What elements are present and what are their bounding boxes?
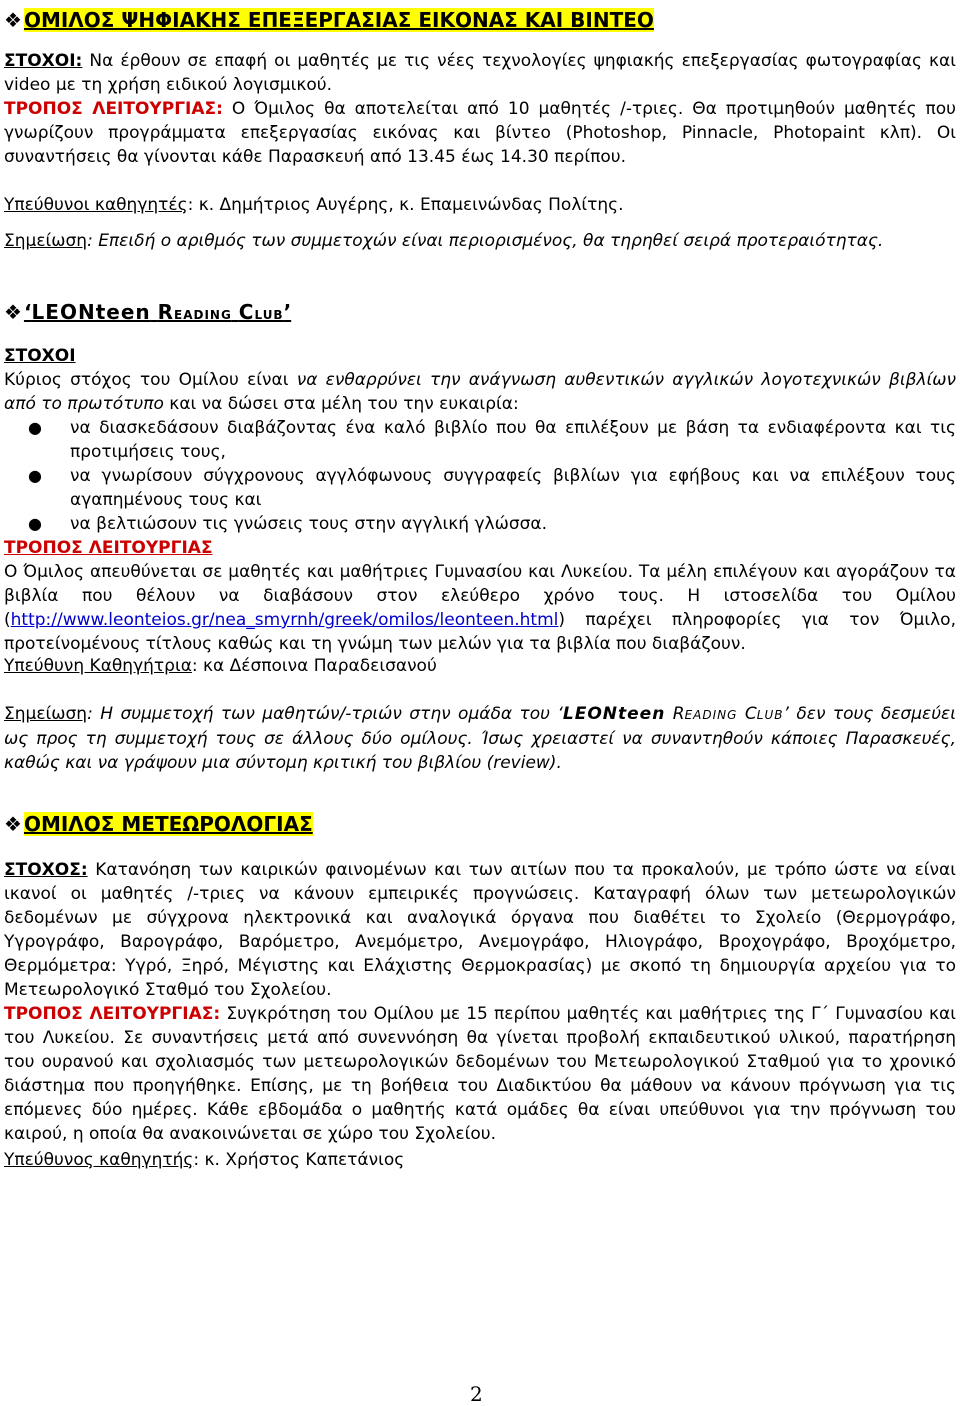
diamond-star-icon: ❖ — [4, 300, 22, 324]
note-label: Σημείωση — [4, 704, 88, 724]
operation-text-b: ) παρέχει πληροφορίες για τον Όμιλο, προτείνομένους τίτλους καθώς και τη γνώμη των μελών για τα βιβλία που διαβάζουν. — [4, 610, 956, 654]
diamond-star-icon: ❖ — [4, 812, 22, 836]
note-text-a: : Η συμμετοχή των μαθητών/-τριών στην ομάδα του ‘ — [87, 704, 563, 724]
operation-label: ΤΡΟΠΟΣ ΛΕΙΤΟΥΡΓΙΑΣ: — [4, 99, 223, 119]
paragraph-operation-3 — [4, 1002, 956, 1146]
paragraph-goals — [4, 49, 956, 97]
goal-label: ΣΤΟΧΟΣ: — [4, 860, 88, 880]
teacher-text: : κα Δέσποινα Παραδεισανού — [191, 656, 437, 676]
operation-text: Συγκρότηση του Ομίλου με 15 περίπου μαθητές και μαθήτριες της Γ΄ Γυμνασίου και του Λυκείου. Σε συναντήσεις μετά από συνεννόηση θα γίνεται προβολή εκπαιδευτικού υλικού, παρατήρηση του ουρανού και σχολιασμός των μετεωρολογικών δεδομένων του Μετεωρολογικού Σταθμού για το χρονικό διάστημα που προηγήθηκε. Επίσης, με τη βοήθεια του Διαδικτύου θα μάθουν να κάνουν πρόγνωση για τις επόμενες δύο ημέρες. Κάθε εβδομάδα ο μαθητής κατά ομάδες θα είναι υπεύθυνοι για την πρόγνωση του καιρού, η οποία θα ανακοινώνεται σε χώρο του Σχολείου. — [4, 1004, 956, 1144]
teacher-text: : κ. Χρήστος Καπετάνιος — [193, 1150, 405, 1170]
heading-lub: LUB — [254, 308, 284, 322]
goals-text: Να έρθουν σε επαφή οι μαθητές με τις νέες τεχνολογίες ψηφιακής επεξεργασίας φωτογραφίας και video με τη χρήση ειδικού λογισμικού. — [4, 51, 956, 95]
note-r: R — [672, 704, 685, 724]
teachers-label: Υπεύθυνοι καθηγητές — [4, 195, 188, 215]
heading-r: R — [157, 300, 174, 324]
bullet-icon: ● — [28, 514, 42, 533]
quote-open: ‘ — [23, 300, 32, 324]
list-item-text: να γνωρίσουν σύγχρονους αγγλόφωνους συγγραφείς βιβλίων για εφήβους και να επιλέξουν τους αγαπημένους τους και — [70, 466, 956, 510]
website-link[interactable]: http://www.leonteios.gr/nea_smyrnh/greek/omilos/leonteen.html — [10, 610, 559, 630]
goals-intro-c: και να δώσει στα μέλη του την ευκαιρία: — [163, 394, 519, 414]
list-item-text: να βελτιώσουν τις γνώσεις τους στην αγγλική γλώσσα. — [70, 514, 547, 534]
diamond-star-icon: ❖ — [4, 8, 22, 32]
paragraph-note — [4, 229, 956, 253]
goals-label: ΣΤΟΧΟΙ — [4, 346, 76, 366]
note-label: Σημείωση — [4, 231, 88, 251]
goal-text: Κατανόηση των καιρικών φαινομένων και των αιτίων που τα προκαλούν, με τρόπο ώστε να είναι ικανοί οι μαθητές /-τριες να κάνουν εμπειρικές προγνώσεις. Καταγραφή όλων των μετεωρολογικών δεδομένων με σύγχρονα ηλεκτρονικά και αναλογικά όργανα που διαθέτει το Σχολείο (Θερμογράφο, Υγρογράφο, Βαρογράφο, Βαρόμετρο, Ανεμόμετρο, Ανεμογράφο, Ηλιογράφο, Βροχογράφο, Βροχόμετρο, Θερμόμετρα: Υγρό, Ξηρό, Μέγιστης και Ελάχιστης Θερμοκρασίας) με σκοπό τη δημιουργία αρχείου για το Μετεωρολογικό Σταθμό του Σχολείου. — [4, 860, 956, 1000]
note-lub: LUB — [756, 708, 784, 722]
list-item — [4, 512, 956, 536]
note-text: : Επειδή ο αριθμός των συμμετοχών είναι περιορισμένος, θα τηρηθεί σειρά προτεραιότητας. — [87, 231, 884, 251]
paragraph-teacher-3 — [4, 1148, 956, 1172]
paragraph-teacher — [4, 654, 956, 678]
note-c: C — [744, 704, 757, 724]
goals-list — [4, 416, 956, 536]
goals-intro-a: Κύριος στόχος του Ομίλου είναι — [4, 370, 297, 390]
teacher-label: Υπεύθυνη Καθηγήτρια — [4, 656, 192, 676]
goals-block — [4, 344, 956, 656]
paragraph-goal-3 — [4, 858, 956, 1002]
heading-eading: EADING — [174, 308, 232, 322]
bullet-icon: ● — [28, 418, 42, 437]
section-meteorology — [4, 810, 956, 838]
goals-intro-b: να ενθαρρύνει την ανάγνωση αυθεντικών αγγλικών λογοτεχνικών βιβλίων από το πρωτότυπο — [4, 370, 956, 414]
operation-text: Ο Όμιλος θα αποτελείται από 10 μαθητές /-τριες. Θα προτιμηθούν μαθητές που γνωρίζουν προγράμματα επεξεργασίας εικόνας και βίντεο (Photoshop, Pinnacle, Photopaint κλπ). Οι συναντήσεις θα γίνονται κάθε Παρασκευή από 13.45 έως 14.30 περίπου. — [4, 99, 956, 167]
section-digital-image — [4, 6, 956, 34]
quote-close: ’ — [283, 300, 292, 324]
list-item — [4, 464, 956, 512]
paragraph-note-2 — [4, 702, 956, 775]
note-eading: EADING — [684, 708, 738, 722]
heading-c: C — [238, 300, 255, 324]
list-item-text: να διασκεδάσουν διαβάζοντας ένα καλό βιβλίο που θα επιλέξουν με βάση τα ενδιαφέροντα και τις προτιμήσεις τους, — [70, 418, 956, 462]
heading-leonteen: LEONteen — [31, 300, 151, 324]
section-leonteen — [4, 298, 956, 329]
operation-text-a: Ο Όμιλος απευθύνεται σε μαθητές και μαθήτριες Γυμνασίου και Λυκείου. Τα μέλη επιλέγουν και αγοράζουν τα βιβλία που θέλουν να διαβάσουν στον ελεύθερο χρόνο τους. Η ιστοσελίδα του Ομίλου ( — [4, 562, 956, 630]
paragraph-teachers — [4, 193, 956, 217]
goals-intro — [4, 368, 956, 416]
section-heading: ❖ ΟΜΙΛΟΣ ΜΕΤΕΩΡΟΛΟΓΙΑΣ — [4, 812, 313, 836]
section-heading: ❖ ΟΜΙΛΟΣ ΨΗΦΙΑΚΗΣ ΕΠΕΞΕΡΓΑΣΙΑΣ ΕΙΚΟΝΑΣ ΚΑΙ ΒΙΝΤΕΟ — [4, 8, 654, 32]
paragraph-operation — [4, 97, 956, 169]
goals-label: ΣΤΟΧΟΙ: — [4, 51, 83, 71]
teachers-text: : κ. Δημήτριος Αυγέρης, κ. Επαμεινώνδας Πολίτης. — [187, 195, 624, 215]
operation-label: ΤΡΟΠΟΣ ΛΕΙΤΟΥΡΓΙΑΣ — [4, 538, 213, 558]
note-leonteen: LEONteen — [562, 704, 666, 724]
operation-label: ΤΡΟΠΟΣ ΛΕΙΤΟΥΡΓΙΑΣ: — [4, 1004, 221, 1024]
list-item — [4, 416, 956, 464]
operation-text — [4, 560, 956, 656]
page-number: 2 — [470, 1382, 483, 1406]
note-text-b: ’ δεν τους δεσμεύει ως προς τη συμμετοχή τους σε άλλους δύο ομίλους. Ίσως χρειαστεί να συναντηθούν κάποιες Παρασκευές, καθώς και να γράψουν μια σύντομη κριτική του βιβλίου (review). — [4, 704, 956, 773]
bullet-icon: ● — [28, 466, 42, 485]
section-heading — [4, 298, 956, 329]
teacher-label: Υπεύθυνος καθηγητής — [4, 1150, 194, 1170]
